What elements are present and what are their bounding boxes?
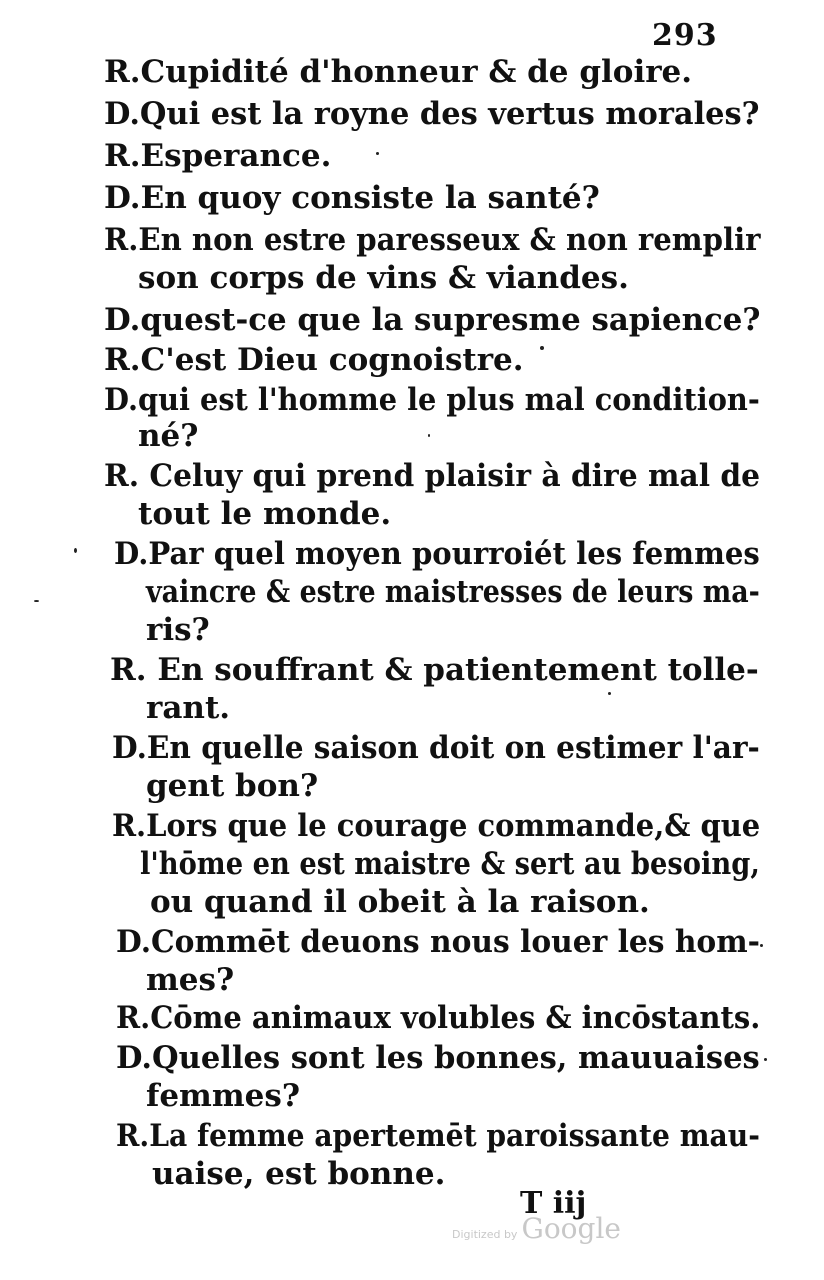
scan-speck xyxy=(764,1058,767,1061)
text-line: R.C'est Dieu cognoistre. xyxy=(104,342,524,378)
text-line: R.Esperance. xyxy=(104,138,332,174)
text-line: D.quest-ce que la supresme sapience? xyxy=(104,302,761,338)
text-line: rant. xyxy=(146,690,231,726)
text-line: R.Lors que le courage commande,& que xyxy=(112,808,761,844)
text-line: R. En souffrant & patientement tolle- xyxy=(110,652,759,688)
text-line: D.Par quel moyen pourroiét les femmes xyxy=(114,536,760,572)
text-line: son corps de vins & viandes. xyxy=(138,260,629,296)
text-line: ou quand il obeit à la raison. xyxy=(150,884,650,920)
scan-speck xyxy=(376,152,379,155)
text-line: R.Cupidité d'honneur & de gloire. xyxy=(104,54,693,90)
scan-speck xyxy=(760,944,763,947)
signature-mark: T iij xyxy=(520,1186,587,1221)
text-line: femmes? xyxy=(146,1078,301,1114)
scan-speck xyxy=(34,600,39,602)
text-line: tout le monde. xyxy=(138,496,392,532)
scan-speck xyxy=(540,346,544,350)
text-line: ris? xyxy=(146,612,210,648)
scan-speck xyxy=(608,692,611,695)
text-line: D.Qui est la royne des vertus morales? xyxy=(104,96,760,132)
text-line: né? xyxy=(138,418,199,454)
text-line: D.En quelle saison doit on estimer l'ar- xyxy=(112,730,760,766)
page-number: 293 xyxy=(652,18,718,53)
text-line: vaincre & estre maistresses de leurs ma- xyxy=(146,574,760,610)
text-line: R.La femme apertemēt paroissante mau- xyxy=(116,1118,760,1154)
text-line: mes? xyxy=(146,962,235,998)
text-line: D.En quoy consiste la santé? xyxy=(104,180,600,216)
watermark-prefix: Digitized by xyxy=(452,1228,518,1241)
text-line: l'hōme en est maistre & sert au besoing, xyxy=(140,846,760,882)
scan-speck xyxy=(74,548,77,553)
text-line: R.Cōme animaux volubles & incōstants. xyxy=(116,1000,761,1036)
text-line: D.qui est l'homme le plus mal condition- xyxy=(104,382,760,418)
text-line: D.Quelles sont les bonnes, mauuaises xyxy=(116,1040,760,1076)
digitization-watermark xyxy=(452,1212,621,1245)
text-line: D.Commēt deuons nous louer les hom- xyxy=(116,924,761,960)
watermark-brand: Google xyxy=(521,1212,621,1245)
text-line: R.En non estre paresseux & non remplir xyxy=(104,222,761,258)
text-line: R. Celuy qui prend plaisir à dire mal de xyxy=(104,458,761,494)
text-line: uaise, est bonne. xyxy=(152,1156,446,1192)
scan-speck xyxy=(428,434,430,437)
text-line: gent bon? xyxy=(146,768,319,804)
